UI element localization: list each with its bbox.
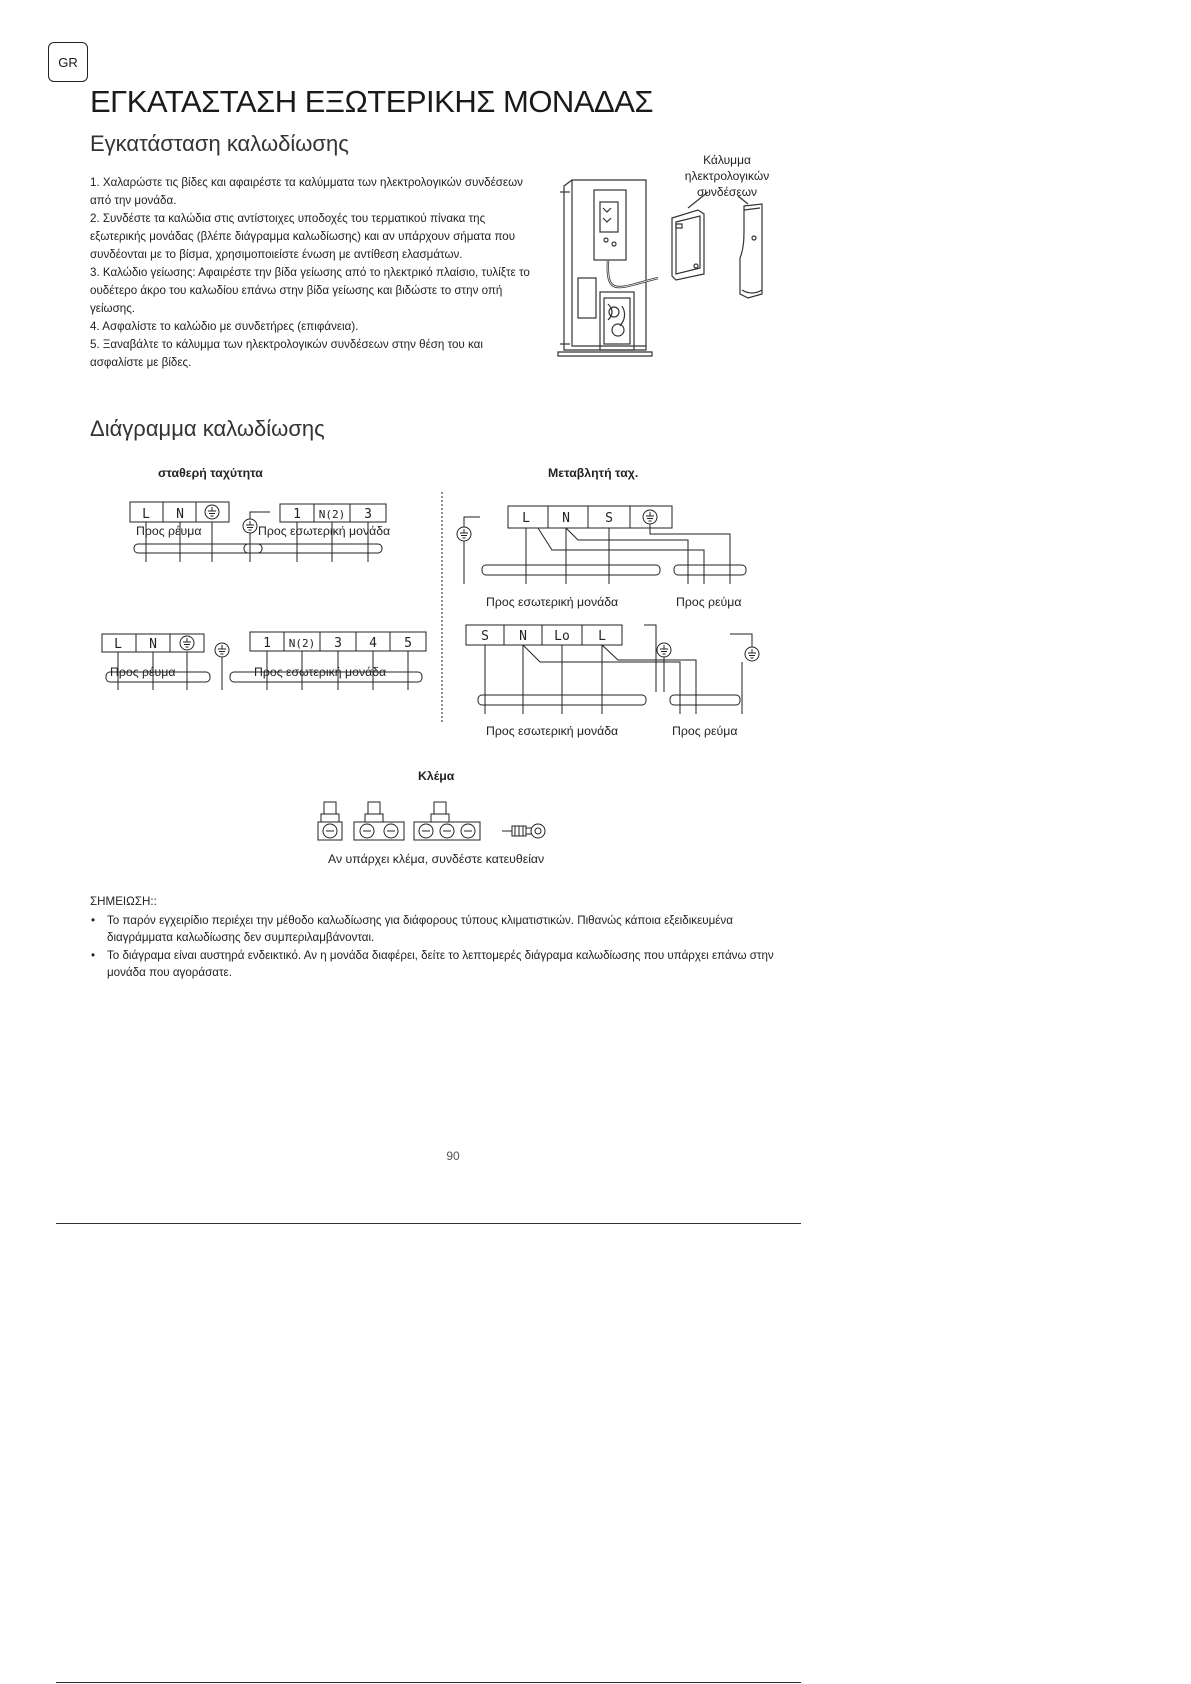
d1-terminal-n: N (176, 507, 184, 522)
installation-steps (90, 174, 530, 372)
d2-to-power: Προς ρέυμα (110, 665, 176, 679)
svg-text:3: 3 (334, 636, 342, 651)
d2-to-indoor: Προς εσωτερική μονάδα (254, 665, 387, 679)
page-divider (56, 1223, 801, 1224)
step-1: 1. Χαλαρώστε τις βίδες και αφαιρέστε τα καλύμματα των ηλεκτρολογικών συνδέσεων από την μονάδα. (90, 176, 523, 207)
svg-text:Lo: Lo (554, 629, 570, 644)
svg-text:N: N (149, 637, 157, 652)
d3-to-indoor: Προς εσωτερική μονάδα (486, 595, 619, 609)
svg-text:1: 1 (263, 636, 271, 651)
clamp-note: Αν υπάρχει κλέμα, συνδέστε κατευθείαν (328, 852, 545, 866)
svg-text:1: 1 (293, 507, 301, 522)
page-number: 90 (446, 1149, 460, 1163)
note-item: • Το παρόν εγχειρίδιο περιέχει την μέθοδο καλωδίωσης για διάφορους τύπους κλιματιστικών. Πιθανώς κάποια εξειδικευμένα διαγράμματα καλωδίωσης δεν συμπεριλαμβάνονται. (90, 912, 790, 946)
language-badge: GR (48, 42, 88, 82)
ground-icon (745, 647, 759, 661)
d1-to-indoor: Προς εσωτερική μονάδα (258, 524, 391, 538)
wiring-schematic (90, 462, 790, 762)
d4-to-power: Προς ρεύμα (672, 724, 738, 738)
clamp-illustration (316, 798, 576, 846)
clamp-label: Κλέμα (418, 769, 455, 783)
notes (90, 893, 790, 982)
svg-text:3: 3 (364, 507, 372, 522)
ground-icon (205, 505, 219, 519)
cover-label: Κάλυμμα ηλεκτρολογικών συνδέσεων (684, 153, 770, 199)
svg-text:S: S (481, 629, 489, 644)
svg-text:L: L (598, 629, 606, 644)
ground-icon (215, 643, 229, 657)
svg-text:4: 4 (369, 636, 377, 651)
step-2: 2. Συνδέστε τα καλώδια στις αντίστοιχες υποδοχές του τερματικού πίνακα της εξωτερικής μονάδας (βλέπε διάγραμμα καλωδίωσης) και αν υπάρχουν σήματα που συνδέονται με το βίσμα, χρησιμοποιείστε ένωση με αντίθεση ελασμάτων. (90, 212, 516, 261)
note-item: • Το διάγραμα είναι αυστηρά ενδεικτικό. Αν η μονάδα διαφέρει, δείτε το λεπτομερές διάγραμα καλωδίωσης που υπάρχει επάνω στην μονάδα που αγοράσατε. (90, 947, 790, 981)
ground-icon (643, 510, 657, 524)
ground-icon (457, 527, 471, 541)
ground-icon (243, 519, 257, 533)
page-divider-bottom (56, 1682, 801, 1683)
svg-text:L: L (114, 637, 122, 652)
svg-text:N: N (519, 629, 527, 644)
variable-speed-label: Μεταβλητή ταχ. (548, 466, 639, 480)
svg-text:N(2): N(2) (318, 508, 346, 521)
notes-title: ΣΗΜΕΙΩΣΗ:: (90, 895, 157, 908)
d1-terminal-l: L (142, 507, 150, 522)
fixed-speed-label: σταθερή ταχύτητα (158, 466, 263, 480)
step-3: 3. Καλώδιο γείωσης: Αφαιρέστε την βίδα γείωσης από το ηλεκτρικό πλαίσιο, τυλίξτε το ουδέτερο άκρο του καλωδίου επάνω στην βίδα γείωσης και βιδώστε το στην οπή γείωσης. (90, 266, 530, 315)
d3-to-power: Προς ρεύμα (676, 595, 742, 609)
svg-text:5: 5 (404, 636, 412, 651)
svg-text:S: S (605, 511, 613, 526)
step-4: 4. Ασφαλίστε το καλώδιο με συνδετήρες (επιφάνεια). (90, 320, 359, 333)
svg-text:L: L (522, 511, 530, 526)
d1-to-power: Προς ρέυμα (136, 524, 202, 538)
step-5: 5. Ξαναβάλτε το κάλυμμα των ηλεκτρολογικών συνδέσεων στην θέση του και ασφαλίστε με βίδες. (90, 338, 483, 369)
installation-heading: Εγκατάσταση καλωδίωσης (90, 131, 349, 156)
wiring-diagrams (90, 462, 790, 882)
svg-text:N(2): N(2) (288, 637, 316, 650)
svg-text:N: N (562, 511, 570, 526)
d4-to-indoor: Προς εσωτερική μονάδα (486, 724, 619, 738)
outdoor-unit-illustration (548, 148, 788, 360)
ground-icon (180, 636, 194, 650)
wiring-heading: Διάγραμμα καλωδίωσης (90, 416, 325, 441)
page-title: ΕΓΚΑΤΑΣΤΑΣΗ ΕΞΩΤΕΡΙΚΗΣ ΜΟΝΑΔΑΣ (90, 84, 654, 119)
ground-icon (657, 643, 671, 657)
